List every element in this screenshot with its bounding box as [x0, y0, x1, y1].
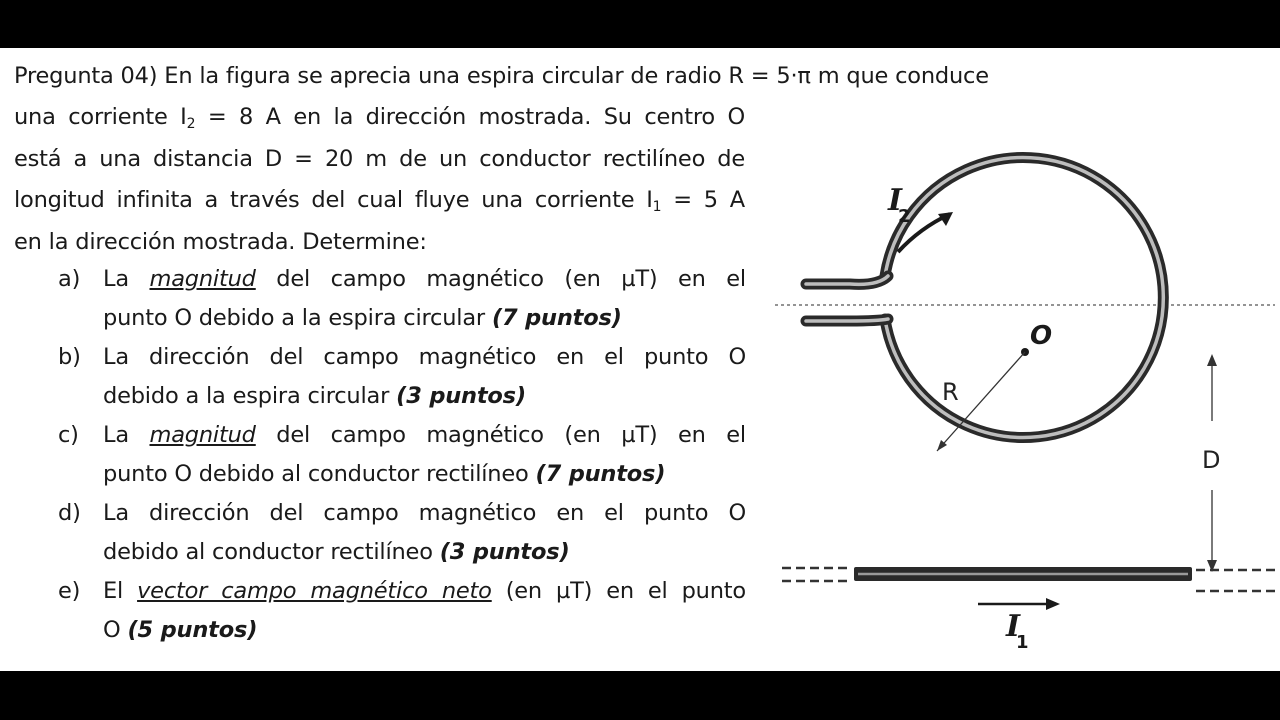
sub-question-d: d) La dirección del campo magnético en el punto O debido al conductor rectilíneo (3 puntos): [58, 494, 746, 572]
emphasis-text: magnitud: [149, 266, 256, 292]
item-label: d): [58, 500, 81, 526]
sub-question-a: a) La magnitud del campo magnético (en µT) en el punto O debido a la espira circular (7 puntos): [58, 260, 746, 338]
circular-loop: [885, 158, 1163, 438]
label-I1: I: [1006, 609, 1021, 644]
question-line-4: longitud infinita a través del cual fluye una corriente $I_1 = 5$ A: [14, 187, 745, 215]
question-line-3: está a una distancia D = 20 m de un conductor rectilíneo de: [14, 145, 745, 172]
label-I1-subscript: 1: [1016, 632, 1029, 653]
sub-questions-list: [58, 260, 746, 650]
figure-svg: [770, 138, 1280, 668]
emphasis-text: vector campo magnético neto: [137, 578, 492, 604]
points-label: (7 puntos): [491, 305, 622, 331]
label-I2: I: [888, 183, 903, 218]
points-label: (3 puntos): [396, 383, 526, 409]
question-line-5: en la dirección mostrada. Determine:: [14, 228, 427, 255]
document-page: [0, 48, 1280, 671]
label-D: D: [1202, 446, 1221, 474]
item-label: b): [58, 344, 81, 370]
points-label: (5 puntos): [127, 617, 258, 643]
item-label: a): [58, 266, 81, 292]
sub-question-c: c) La magnitud del campo magnético (en µT) en el punto O debido al conductor rectilíneo (7 puntos): [58, 416, 746, 494]
straight-conductor: [782, 567, 1276, 591]
question-statement: [14, 97, 745, 263]
label-R: R: [942, 378, 959, 406]
points-label: (3 puntos): [439, 539, 570, 565]
points-label: (7 puntos): [535, 461, 666, 487]
sub-question-b: b) La dirección del campo magnético en el punto O debido a la espira circular (3 puntos): [58, 338, 746, 416]
emphasis-text: magnitud: [149, 422, 256, 448]
label-O: O: [1030, 321, 1053, 351]
question-line-1: Pregunta 04) En la figura se aprecia una espira circular de radio R = 5·π m que conduce: [14, 63, 989, 89]
loop-leads: [806, 276, 888, 321]
sub-question-e: e) El vector campo magnético neto (en µT) en el punto O (5 puntos): [58, 572, 746, 650]
item-label: e): [58, 578, 81, 604]
physics-figure: [770, 138, 1280, 668]
question-line-2: una corriente $I_2 = 8$ A en la dirección mostrada. Su centro O: [14, 104, 745, 132]
item-label: c): [58, 422, 79, 448]
label-I2-subscript: 2: [898, 206, 911, 227]
